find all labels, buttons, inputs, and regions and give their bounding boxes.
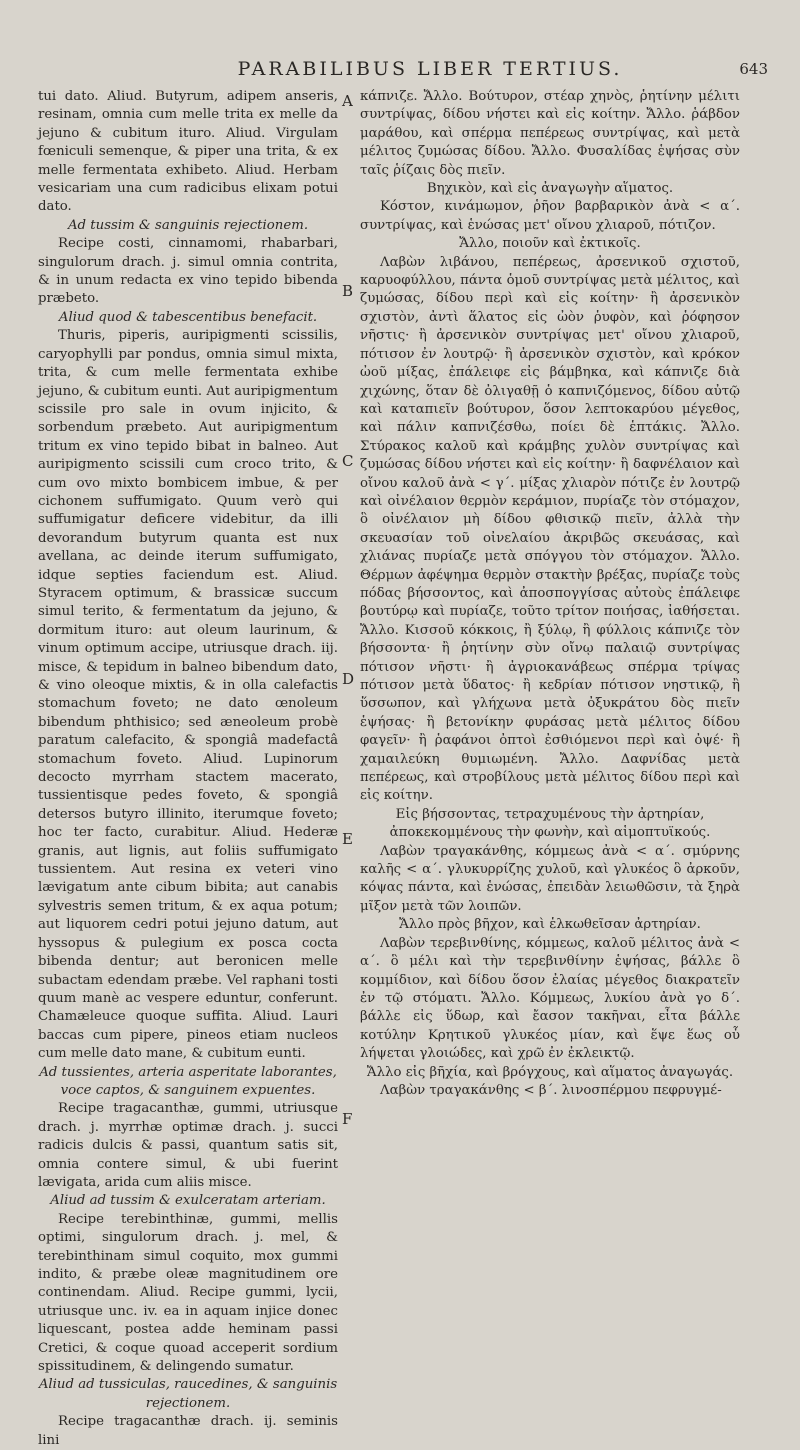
latin-heading: Aliud quod & tabescentibus benefacit. — [58, 309, 318, 325]
margin-letter-f: F — [342, 1110, 353, 1128]
latin-heading: Aliud ad tussiculas, raucedines, & sanguinis rejectionem. — [38, 1377, 338, 1411]
running-title: PARABILIBUS LIBER TERTIUS. — [237, 58, 623, 80]
greek-heading: Ἄλλο πρὸς βῆχον, καὶ ἑλκωθεῖσαν ἀρτηρίαν. — [399, 917, 701, 933]
latin-paragraph: Thuris, piperis, auripigmenti scissilis, caryophylli par pondus, omnia simul mixta, trita, & cum melle fermentata exhibe jejuno, & cubitum eunti. Aut auripigmentum scissile pro sale in ovum injicito, & sorbendum præbeto. Aut auripigmentum tritum ex vino tepido bibat in balneo. Aut auripigmento scissili cum croco trito, & cum ovo mixto bombicem imbue, & per cichonem suffumigato. Quum verò qui suffumigatur deficere videbitur, da illi devorandum butyrum quanta est nux avellana, ac deinde iterum suffumigato, idque septies faciendum est. Aliud. Styracem optimum, & brassicæ succum simul terito, & fermentatum da jejuno, & dormitum ituro: aut oleum laurinum, & vinum optimum accipe, utriusque drach. iij. misce, & tepidum in balneo bibendum dato, & vino oleoque mixtis, & in olla calefactis stomachum foveto; ne dato œnoleum bibendum phthisico; sed æneoleum probè paratum calefacito, & spongiâ madefactâ stomachum foveto. Aliud. Lupinorum decocto myrrham stactem macerato, tussientisque pedes foveto, & spongiâ detersos butyro illinito, iterumque foveto; hoc ter facto, curabitur. Aliud. Hederæ granis, aut lignis, aut foliis suffumigato tussientem. Aut resina ex veteri vino lævigatum ante cibum bibita; aut canabis sylvestris semen tritum, & ex aqua potum; aut liquorem cedri potui jejuno datum, aut hyssopus & pulegium ex posca cocta bibenda dentur; aut beronicen melle subactam edendam præbe. Vel raphani tosti quum manè ac vespere eduntur, conferunt. Chamæleuce quoque suffita. Aliud. Lauri baccas cum pipere, pineos etiam nucleos cum melle dato mane, & cubitum eunti. — [38, 328, 338, 1062]
latin-heading: Ad tussim & sanguinis rejectionem. — [67, 217, 309, 233]
margin-letter-c: C — [342, 452, 354, 470]
greek-heading: Ἄλλο, ποιοῦν καὶ ἐκτικοῖς. — [459, 236, 641, 252]
greek-paragraph: Λαβὼν τερεβινθίνης, κόμμεως, καλοῦ μέλιτος ἀνὰ < α΄. ὃ μέλι καὶ τὴν τερεβινθίνην ἑψήσας, βάλλε ὃ κομμίδιον, καὶ δίδου ὅσον ἐλαίας μέγεθος διακρατεῖν ἐν τῷ στόματι. Ἄλλο. Κόμμεως, λυκίου ἀνὰ γο δ΄. βάλλε εἰς ὕδωρ, καὶ ἔασον τακῆναι, εἶτα βάλλε κοτύλην Κρητικοῦ γλυκέος μίαν, καὶ ἕψε ἕως οὗ λήψεται γλοιώδες, καὶ χρῶ ἐν ἐκλεικτῷ. — [360, 935, 740, 1062]
latin-heading: Aliud ad tussim & exulceratam arteriam. — [50, 1193, 326, 1209]
margin-letter-a: A — [342, 92, 353, 110]
latin-heading: Ad tussientes, arteria asperitate laborantes, voce captos, & sanguinem expuentes. — [39, 1064, 337, 1098]
greek-paragraph: Λαβὼν λιβάνου, πεπέρεως, ἀρσενικοῦ σχιστοῦ, καρυοφύλλου, πάντα ὁμοῦ συντρίψας μετὰ μέλιτος, καὶ ζυμώσας, δίδου περὶ καὶ εἰς κοίτην· ἢ ἀρσενικὸν σχιστὸν, ἀντὶ ἅλατος εἰς ὠὸν ῥυφὸν, καὶ ῥόφησον νῆστις· ἢ ἀρσενικὸν συντρίψας μετ' οἴνου χλιαροῦ, πότισον ἐν λουτρῷ· ἢ ἀρσενικὸν σχιστὸν, καὶ κρόκον ὠοῦ μίξας, ἐπάλειφε εἰς βάμβηκα, καὶ κάπνιζε διὰ χιχώνης, ὅταν δὲ ὀλιγαθῇ ὁ καπνιζόμενος, δίδου αὐτῷ καὶ καταπιεῖν βούτυρον, ὅσον λεπτοκαρύου μέγεθος, καὶ πάλιν καπνιζέσθω, ποίει δὲ ἑπτάκις. Ἄλλο. Στύρακος καλοῦ καὶ κράμβης χυλὸν συντρίψας καὶ ζυμώσας δίδου νήστει καὶ εἰς κοίτην· ἢ δαφνέλαιον καὶ οἴνου καλοῦ ἀνὰ < γ΄. μίξας χλιαρὸν πότιζε ἐν λουτρῷ καὶ οἰνέλαιον θερμὸν κεράμιον, πυρίαζε τὸν στόμαχον, ὃ οἰνέλαιον μὴ δίδου φθισικῷ πιεῖν, ἀλλὰ τὴν σκευασίαν τοῦ οἰνελαίου ἀκριβῶς σκευάσας, καὶ χλιάνας πυρίαζε μετὰ σπόγγου τὸν στόμαχον. Ἄλλο. Θέρμων ἀφέψημα θερμὸν στακτὴν βρέξας, πυρίαζε τοὺς πόδας βήσσοντος, καὶ ἀποσπογγίσας αὐτοὺς ἐπάλειφε βουτύρῳ καὶ πυρίαζε, τοῦτο τρίτον ποιήσας, ἰαθήσεται. Ἄλλο. Κισσοῦ κόκκοις, ἢ ξύλῳ, ἢ φύλλοις κάπνιζε τὸν βήσσοντα· ἢ ῥητίνην σὺν οἴνῳ παλαιῷ συντρίψας πότισον νῆστι· ἢ ἀγριοκανάβεως σπέρμα τρίψας πότισον μετὰ ὕδατος· ἢ κεδρίαν πότισον νηστικῷ, ἢ ὕσσωπον, καὶ γλήχωνα μετὰ ὀξυκράτου δὸς πιεῖν ἑψήσας· ἢ βετονίκην φυράσας μετὰ μέλιτος δίδου φαγεῖν· ἢ ῥαφάνοι ὀπτοὶ ἐσθιόμενοι περὶ καὶ ὀψέ· ἢ χαμαιλεύκη θυμιωμένη. Ἄλλο. Δαφνίδας μετὰ πεπέρεως, καὶ στροβίλους μετὰ μέλιτος δίδου περὶ καὶ εἰς κοίτην. — [360, 254, 740, 804]
greek-paragraph: κάπνιζε. Ἄλλο. Βούτυρον, στέαρ χηνὸς, ῥητίνην μέλιτι συντρίψας, δίδου νήστει καὶ εἰς κοίτην. Ἄλλο. ῥάβδον μαράθου, καὶ σπέρμα πεπέρεως συντρίψας, καὶ μετὰ μέλιτος ζυμώσας δίδου. Ἄλλο. Φυσαλίδας ἑψήσας σὺν ταῖς ῥίζαις δὸς πιεῖν. — [360, 89, 740, 178]
greek-paragraph: Κόστον, κινάμωμον, ῥῆον βαρβαρικὸν ἀνὰ < α΄. συντρίψας, καὶ ἑνώσας μετ' οἴνου χλιαροῦ, πότιζον. — [360, 199, 740, 233]
greek-heading: Ἄλλο εἰς βῆχία, καὶ βρόγχους, καὶ αἵματος ἀναγωγάς. — [366, 1064, 734, 1080]
greek-paragraph: Λαβὼν τραγακάνθης < β΄. λινοσπέρμου πεφρυγμέ- — [380, 1082, 722, 1098]
latin-paragraph: Recipe terebinthinæ, gummi, mellis optimi, singulorum drach. j. mel, & terebinthinam simul coquito, mox gummi indito, & præbe oleæ magnitudinem ore continendam. Aliud. Recipe gummi, lycii, utriusque unc. iv. ea in aquam injice donec liquescant, postea adde heminam passi Cretici, & coque quoad acceperit sordium spissitudinem, & delingendo sumatur. — [38, 1211, 338, 1375]
margin-letter-b: B — [342, 282, 354, 300]
page-header — [40, 58, 780, 88]
latin-paragraph: Recipe tragacanthæ, gummi, utriusque drach. j. myrrhæ optimæ drach. j. succi radicis dulcis & passi, quantum satis sit, omnia contere simul, & ubi fuerint lævigata, arida cum aliis misce. — [38, 1101, 338, 1190]
greek-heading: Εἰς βήσσοντας, τετραχυμένους τὴν ἀρτηρίαν, ἀποκεκομμένους τὴν φωνὴν, καὶ αἱμοπτυϊκούς. — [389, 806, 711, 841]
page-number: 643 — [739, 60, 768, 78]
latin-column — [38, 88, 338, 1450]
latin-paragraph: Recipe tragacanthæ drach. ij. seminis lini — [38, 1414, 338, 1448]
latin-paragraph: Recipe costi, cinnamomi, rhabarbari, singulorum drach. j. simul omnia contrita, & in unum redacta ex vino tepido bibenda præbeto. — [38, 236, 338, 307]
margin-letter-d: D — [342, 670, 355, 688]
greek-heading: Βηχικὸν, καὶ εἰς ἀναγωγὴν αἵματος. — [426, 181, 674, 197]
greek-paragraph: Λαβὼν τραγακάνθης, κόμμεως ἀνὰ < α΄. σμύρνης καλῆς < α΄. γλυκυρρίζης χυλοῦ, καὶ γλυκέος ὃ ἀρκοῦν, κόψας πάντα, καὶ ἑνώσας, ἐπειδὰν λειωθῶσιν, τὰ ξηρὰ μῖξον μετὰ τῶν λοιπῶν. — [360, 843, 740, 914]
margin-letter-e: E — [342, 830, 353, 848]
greek-column — [360, 88, 740, 1100]
latin-paragraph: tui dato. Aliud. Butyrum, adipem anseris, resinam, omnia cum melle trita ex melle da jejuno & cubitum ituro. Aliud. Virgulam fœniculi semenque, & piper una trita, & ex melle fermentata exhibeto. Aliud. Herbam vesicariam una cum radicibus elixam potui dato. — [38, 89, 338, 215]
